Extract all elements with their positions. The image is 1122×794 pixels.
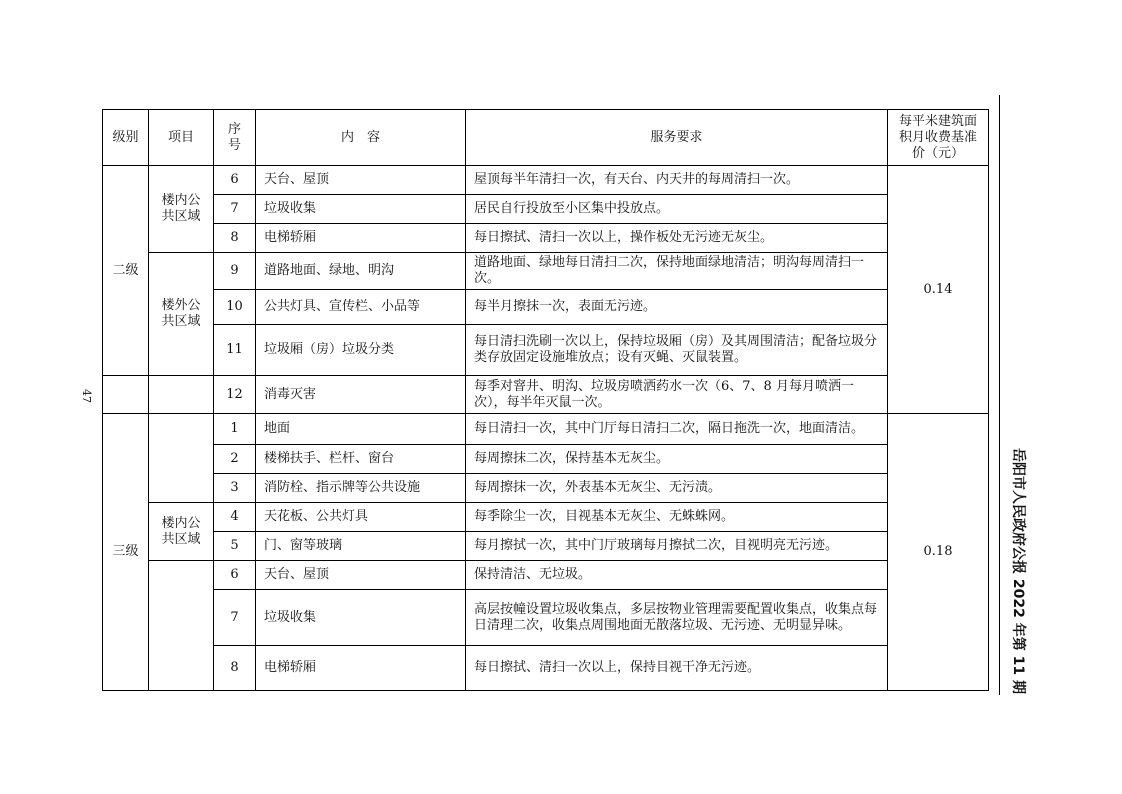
side-title-text: 岳阳市人民政府公报 2022 年第 11 期 xyxy=(1010,448,1026,694)
content-cell: 道路地面、绿地、明沟 xyxy=(256,253,466,290)
item-cell-empty xyxy=(149,376,214,414)
page-number: 47 xyxy=(80,389,93,403)
item-cell-empty-3b xyxy=(149,561,214,691)
requirement-cell: 每周擦抹一次，外表基本无灰尘、无污渍。 xyxy=(466,474,888,503)
requirement-cell: 高层按幢设置垃圾收集点，多层按物业管理需要配置收集点，收集点每日清理二次，收集点周围地面无散落垃圾、无污迹、无明显异味。 xyxy=(466,590,888,646)
table-row xyxy=(103,646,989,691)
requirement-cell: 每月擦拭一次，其中门厅玻璃每月擦拭二次，目视明亮无污迹。 xyxy=(466,532,888,561)
content-cell: 垃圾厢（房）垃圾分类 xyxy=(256,325,466,376)
table-row xyxy=(103,224,989,253)
table-row xyxy=(103,590,989,646)
seq-cell: 12 xyxy=(214,376,256,414)
seq-cell: 4 xyxy=(214,503,256,532)
item-cell-outdoor: 楼外公 共区域 xyxy=(149,253,214,376)
table-row xyxy=(103,503,989,532)
level-cell-empty xyxy=(103,376,149,414)
header-requirement: 服务要求 xyxy=(466,110,888,166)
content-cell: 天台、屋顶 xyxy=(256,561,466,590)
table-header-row xyxy=(103,110,989,166)
seq-cell: 7 xyxy=(214,590,256,646)
seq-cell: 6 xyxy=(214,166,256,195)
side-title xyxy=(988,448,1048,694)
requirement-cell: 保持清洁、无垃圾。 xyxy=(466,561,888,590)
requirement-cell: 每季对窨井、明沟、垃圾房喷洒药水一次（6、7、8 月每月喷洒一次），每半年灭鼠一次。 xyxy=(466,376,888,414)
table-row xyxy=(103,325,989,376)
header-item: 项目 xyxy=(149,110,214,166)
content-cell: 天台、屋顶 xyxy=(256,166,466,195)
table-row xyxy=(103,561,989,590)
content-cell: 天花板、公共灯具 xyxy=(256,503,466,532)
content-cell: 电梯轿厢 xyxy=(256,646,466,691)
seq-cell: 1 xyxy=(214,414,256,445)
table-row xyxy=(103,532,989,561)
header-seq: 序 号 xyxy=(214,110,256,166)
price-cell-level3: 0.18 xyxy=(888,414,989,691)
table-row xyxy=(103,445,989,474)
requirement-cell: 每半月擦抹一次，表面无污迹。 xyxy=(466,290,888,325)
table-row xyxy=(103,474,989,503)
side-divider-line xyxy=(999,95,1000,695)
seq-cell: 3 xyxy=(214,474,256,503)
seq-cell: 2 xyxy=(214,445,256,474)
requirement-cell: 每日清扫洗刷一次以上，保持垃圾厢（房）及其周围清洁；配备垃圾分类存放固定设施堆放点；设有灭蝇、灭鼠装置。 xyxy=(466,325,888,376)
requirement-cell: 每日清扫一次，其中门厅每日清扫二次，隔日拖洗一次，地面清洁。 xyxy=(466,414,888,445)
level-cell-2: 二级 xyxy=(103,166,149,376)
table-row xyxy=(103,290,989,325)
requirement-cell: 每季除尘一次，目视基本无灰尘、无蛛蛛网。 xyxy=(466,503,888,532)
fee-standard-table xyxy=(102,109,989,691)
table-row xyxy=(103,195,989,224)
item-cell-indoor-3: 楼内公 共区域 xyxy=(149,503,214,561)
table-row xyxy=(103,376,989,414)
table-row xyxy=(103,414,989,445)
requirement-cell: 每日擦拭、清扫一次以上，保持目视干净无污迹。 xyxy=(466,646,888,691)
table-row xyxy=(103,166,989,195)
requirement-cell: 屋顶每半年清扫一次，有天台、内天井的每周清扫一次。 xyxy=(466,166,888,195)
content-cell: 门、窗等玻璃 xyxy=(256,532,466,561)
seq-cell: 9 xyxy=(214,253,256,290)
content-cell: 公共灯具、宣传栏、小品等 xyxy=(256,290,466,325)
seq-cell: 8 xyxy=(214,224,256,253)
item-cell-indoor: 楼内公 共区域 xyxy=(149,166,214,253)
header-price: 每平米建筑面 积月收费基准 价（元） xyxy=(888,110,989,166)
table-row xyxy=(103,253,989,290)
seq-cell: 6 xyxy=(214,561,256,590)
price-cell-level2: 0.14 xyxy=(888,166,989,414)
content-cell: 垃圾收集 xyxy=(256,195,466,224)
content-cell: 消毒灭害 xyxy=(256,376,466,414)
content-cell: 消防栓、指示牌等公共设施 xyxy=(256,474,466,503)
requirement-cell: 每日擦拭、清扫一次以上，操作板处无污迹无灰尘。 xyxy=(466,224,888,253)
seq-cell: 10 xyxy=(214,290,256,325)
item-cell-empty-3a xyxy=(149,414,214,503)
requirement-cell: 道路地面、绿地每日清扫二次，保持地面绿地清洁；明沟每周清扫一次。 xyxy=(466,253,888,290)
content-cell: 垃圾收集 xyxy=(256,590,466,646)
content-cell: 楼梯扶手、栏杆、窗台 xyxy=(256,445,466,474)
requirement-cell: 每周擦抹二次，保持基本无灰尘。 xyxy=(466,445,888,474)
requirement-cell: 居民自行投放至小区集中投放点。 xyxy=(466,195,888,224)
seq-cell: 11 xyxy=(214,325,256,376)
header-level: 级别 xyxy=(103,110,149,166)
content-cell: 电梯轿厢 xyxy=(256,224,466,253)
seq-cell: 8 xyxy=(214,646,256,691)
seq-cell: 5 xyxy=(214,532,256,561)
content-cell: 地面 xyxy=(256,414,466,445)
seq-cell: 7 xyxy=(214,195,256,224)
header-content: 内 容 xyxy=(256,110,466,166)
level-cell-3: 三级 xyxy=(103,414,149,691)
